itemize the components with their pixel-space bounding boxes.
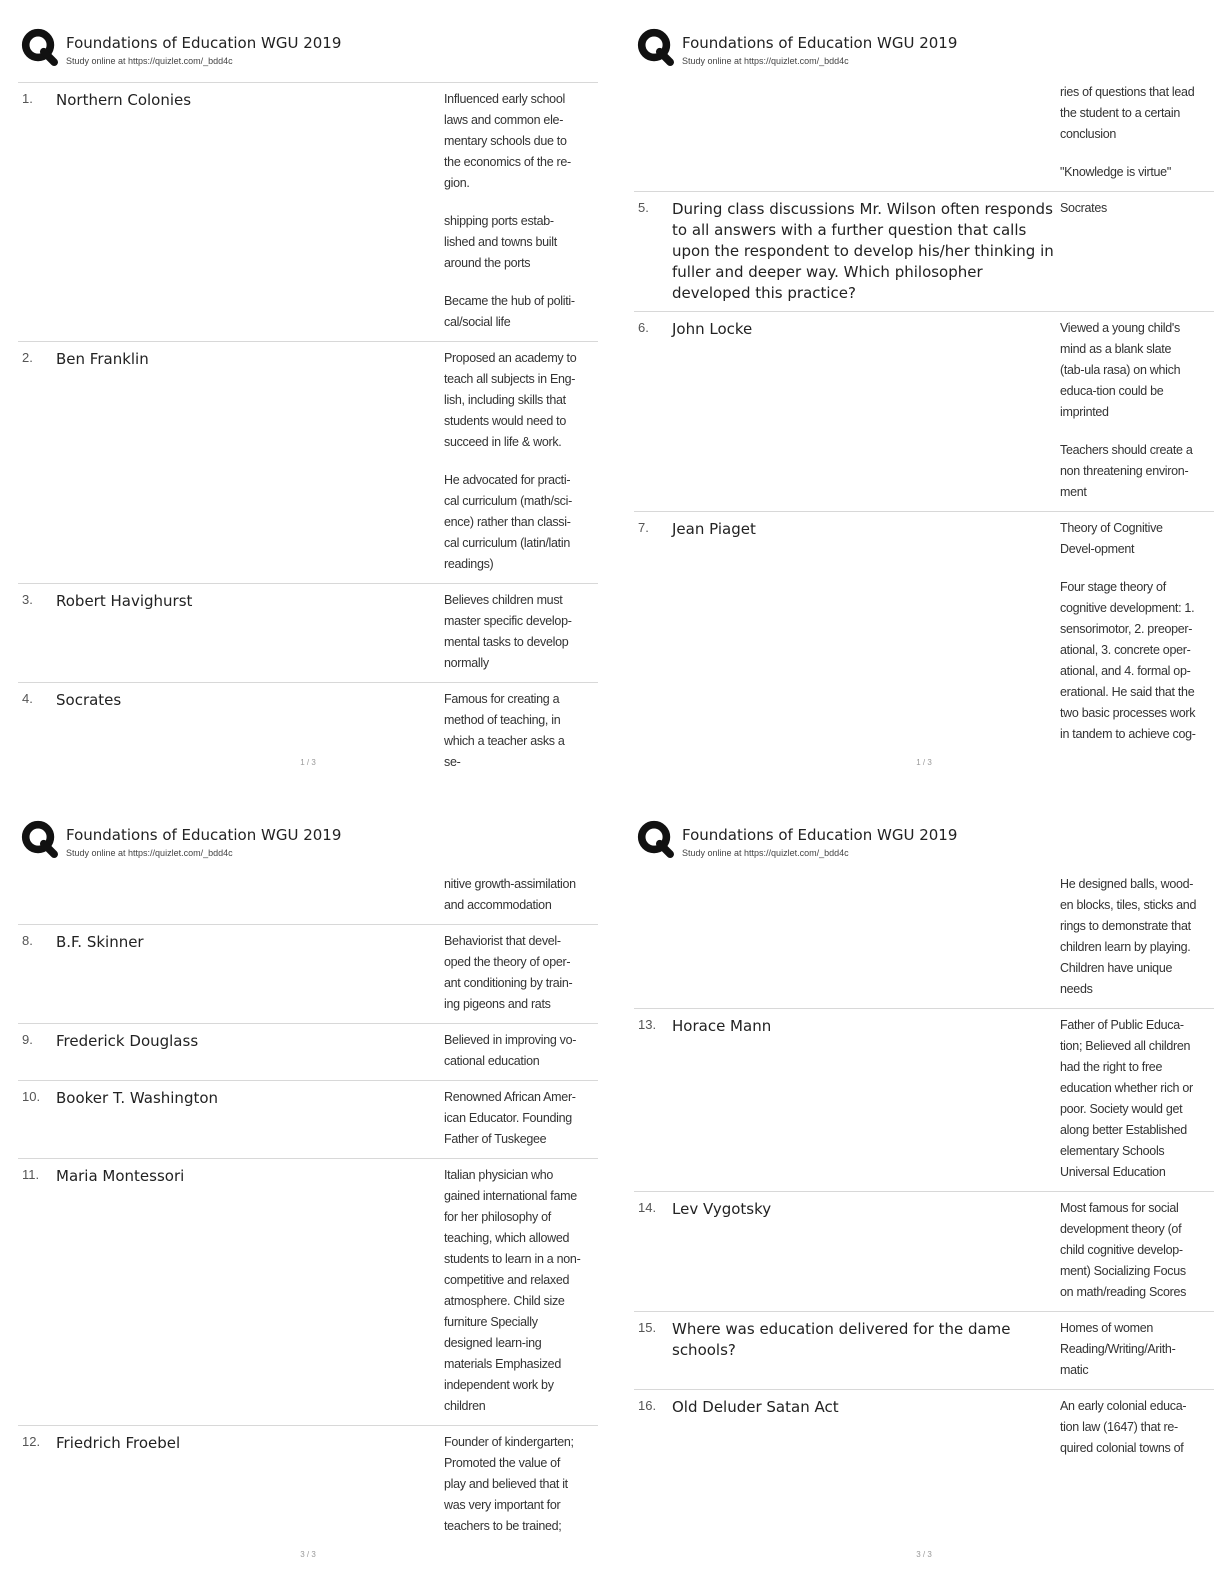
definition-paragraph: Most famous for social development theory (of child cognitive develop-ment) Socializing Focus on math/reading Scores xyxy=(1060,1201,1187,1299)
page-subtitle: Study online at https://quizlet.com/_bdd4c xyxy=(66,56,233,66)
term-definition xyxy=(444,342,582,583)
page-header xyxy=(634,20,1214,82)
definition-paragraph: "Knowledge is virtue" xyxy=(1060,165,1171,179)
term-definition xyxy=(444,584,582,682)
term-number: 9. xyxy=(22,1032,33,1047)
term-number: 4. xyxy=(22,691,33,706)
term-number: 10. xyxy=(22,1089,41,1104)
term-row xyxy=(634,1008,1214,1191)
definition-paragraph: An early colonial educa-tion law (1647) that re-quired colonial towns of xyxy=(1060,1399,1187,1455)
term-text: Ben Franklin xyxy=(56,350,149,368)
quizlet-logo-icon xyxy=(636,26,674,66)
term-number: 3. xyxy=(22,592,33,607)
definition-paragraph: Theory of Cognitive Devel-opment xyxy=(1060,521,1163,556)
term-row xyxy=(634,1389,1214,1467)
term-definition xyxy=(444,1081,582,1158)
term-row xyxy=(634,511,1214,753)
term-row xyxy=(634,82,1214,191)
term-text: John Locke xyxy=(672,320,753,338)
term-row xyxy=(634,311,1214,511)
page-number: 3 / 3 xyxy=(916,1550,932,1559)
page-number: 1 / 3 xyxy=(300,758,316,767)
definition-paragraph: Believed in improving vo-cational education xyxy=(444,1033,577,1068)
term-definition xyxy=(444,1024,582,1080)
page-number: 1 / 3 xyxy=(916,758,932,767)
term-row xyxy=(18,1158,598,1425)
page-title: Foundations of Education WGU 2019 xyxy=(682,34,958,52)
term-text: Frederick Douglass xyxy=(56,1032,199,1050)
definition-paragraph: Famous for creating a method of teaching, in which a teacher asks a se- xyxy=(444,692,565,769)
term-row xyxy=(18,1080,598,1158)
definition-paragraph: Believes children must master specific develop-mental tasks to develop normally xyxy=(444,593,572,670)
term-number: 16. xyxy=(638,1398,657,1413)
definition-paragraph: Founder of kindergarten; Promoted the value of play and believed that it was very important for teachers to be trained; xyxy=(444,1435,574,1533)
term-definition xyxy=(1060,1009,1198,1191)
page-number: 3 / 3 xyxy=(300,1550,316,1559)
term-definition xyxy=(444,925,582,1023)
term-text: Booker T. Washington xyxy=(56,1089,219,1107)
term-definition xyxy=(1060,1192,1198,1311)
term-list xyxy=(634,82,1214,753)
page-header xyxy=(634,812,1214,874)
page-subtitle: Study online at https://quizlet.com/_bdd4c xyxy=(682,848,849,858)
term-list xyxy=(18,82,598,780)
term-list xyxy=(634,874,1214,1467)
term-definition xyxy=(1060,1390,1198,1467)
document-page-3 xyxy=(18,812,598,1572)
term-list xyxy=(18,874,598,1545)
document-page-2 xyxy=(634,20,1214,780)
term-definition xyxy=(444,83,582,341)
term-text: Horace Mann xyxy=(672,1017,772,1035)
document-page-1 xyxy=(18,20,598,780)
term-number: 15. xyxy=(638,1320,657,1335)
term-text: Old Deluder Satan Act xyxy=(672,1398,839,1416)
term-text: Maria Montessori xyxy=(56,1167,185,1185)
term-row xyxy=(18,341,598,583)
term-definition xyxy=(1060,82,1198,191)
definition-paragraph: Four stage theory of cognitive development: 1. sensorimotor, 2. preoper-ational, 3. concrete oper-ational, and 4. formal op-erational. He said that the two basic processes work in tandem to achieve cog- xyxy=(1060,580,1196,741)
definition-paragraph: Became the hub of politi-cal/social life xyxy=(444,294,575,329)
definition-paragraph: Renowned African Amer-ican Educator. Founding Father of Tuskegee xyxy=(444,1090,576,1146)
term-text: Friedrich Froebel xyxy=(56,1434,181,1452)
definition-paragraph: ries of questions that lead the student to a certain conclusion xyxy=(1060,85,1195,141)
definition-paragraph: Italian physician who gained international fame for her philosophy of teaching, which allowed students to learn in a non-competitive and relaxed atmosphere. Child size furniture Specially designed learn-ing materials Emphasized independent work by children xyxy=(444,1168,581,1413)
definition-paragraph: shipping ports estab-lished and towns built around the ports xyxy=(444,214,557,270)
definition-paragraph: Socrates xyxy=(1060,201,1107,215)
definition-paragraph: nitive growth-assimilation and accommodation xyxy=(444,877,576,912)
term-number: 8. xyxy=(22,933,33,948)
term-row xyxy=(634,874,1214,1008)
term-row xyxy=(634,191,1214,311)
term-definition xyxy=(444,1426,582,1545)
term-number: 11. xyxy=(22,1167,40,1182)
page-header xyxy=(18,20,598,82)
term-row xyxy=(18,1425,598,1545)
definition-paragraph: He advocated for practi-cal curriculum (math/sci-ence) rather than classi-cal curriculum (latin/latin readings) xyxy=(444,473,572,571)
term-row xyxy=(18,1023,598,1080)
term-text: Socrates xyxy=(56,691,122,709)
definition-paragraph: He designed balls, wood-en blocks, tiles, sticks and rings to demonstrate that children learn by playing. Children have unique needs xyxy=(1060,877,1197,996)
term-row xyxy=(634,1311,1214,1389)
term-row xyxy=(18,924,598,1023)
page-title: Foundations of Education WGU 2019 xyxy=(66,826,342,844)
term-number: 13. xyxy=(638,1017,657,1032)
term-number: 2. xyxy=(22,350,33,365)
term-text: Where was education delivered for the dame schools? xyxy=(672,1320,1011,1359)
term-text: During class discussions Mr. Wilson often responds to all answers with a further question that calls upon the respondent to develop his/her thinking in fuller and deeper way. Which philosopher developed this practice? xyxy=(672,200,1054,302)
quizlet-logo-icon xyxy=(20,26,58,66)
term-definition xyxy=(1060,192,1198,311)
term-text: B.F. Skinner xyxy=(56,933,144,951)
term-number: 5. xyxy=(638,200,649,215)
definition-paragraph: Behaviorist that devel-oped the theory of oper-ant conditioning by train-ing pigeons and rats xyxy=(444,934,573,1011)
page-title: Foundations of Education WGU 2019 xyxy=(66,34,342,52)
definition-paragraph: Teachers should create a non threatening environ-ment xyxy=(1060,443,1193,499)
definition-paragraph: Influenced early school laws and common ele-mentary schools due to the economics of the re-gion. xyxy=(444,92,571,190)
term-number: 14. xyxy=(638,1200,657,1215)
definition-paragraph: Homes of women Reading/Writing/Arith-matic xyxy=(1060,1321,1176,1377)
term-row xyxy=(634,1191,1214,1311)
term-text: Lev Vygotsky xyxy=(672,1200,772,1218)
term-number: 7. xyxy=(638,520,649,535)
term-definition xyxy=(1060,312,1198,511)
term-definition xyxy=(444,874,582,924)
definition-paragraph: Father of Public Educa-tion; Believed all children had the right to free education whether rich or poor. Society would get along better Established elementary Schools Universal Education xyxy=(1060,1018,1193,1179)
term-definition xyxy=(1060,1312,1198,1389)
term-row xyxy=(18,874,598,924)
term-definition xyxy=(444,1159,582,1425)
term-definition xyxy=(1060,874,1198,1008)
definition-paragraph: Viewed a young child's mind as a blank slate (tab-ula rasa) on which educa-tion could be imprinted xyxy=(1060,321,1181,419)
quizlet-logo-icon xyxy=(636,818,674,858)
page-title: Foundations of Education WGU 2019 xyxy=(682,826,958,844)
term-row xyxy=(18,583,598,682)
term-number: 12. xyxy=(22,1434,41,1449)
document-page-4 xyxy=(634,812,1214,1572)
page-subtitle: Study online at https://quizlet.com/_bdd4c xyxy=(66,848,233,858)
term-text: Northern Colonies xyxy=(56,91,192,109)
term-definition xyxy=(1060,512,1198,753)
term-text: Jean Piaget xyxy=(672,520,756,538)
term-number: 1. xyxy=(22,91,33,106)
term-row xyxy=(18,82,598,341)
page-subtitle: Study online at https://quizlet.com/_bdd4c xyxy=(682,56,849,66)
quizlet-logo-icon xyxy=(20,818,58,858)
term-number: 6. xyxy=(638,320,649,335)
page-header xyxy=(18,812,598,874)
definition-paragraph: Proposed an academy to teach all subjects in Eng-lish, including skills that students would need to succeed in life & work. xyxy=(444,351,577,449)
term-text: Robert Havighurst xyxy=(56,592,193,610)
